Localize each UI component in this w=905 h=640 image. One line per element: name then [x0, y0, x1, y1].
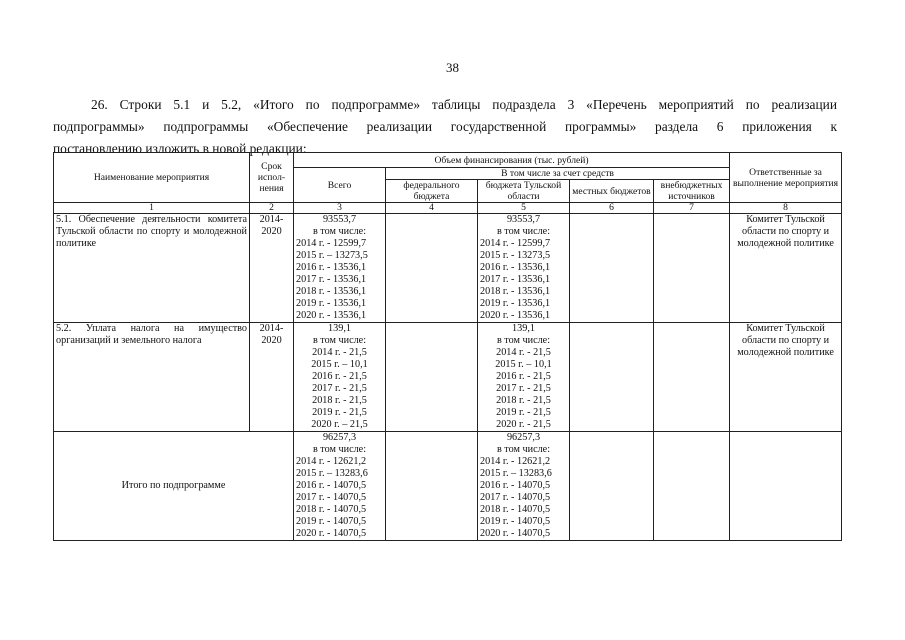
header-term: Срок испол-нения: [250, 153, 294, 203]
table-row-total: [54, 432, 842, 541]
local-amounts: [570, 432, 654, 541]
table-row: [54, 323, 842, 432]
header-total: Всего: [294, 168, 386, 203]
activity-term: 2014- 2020: [250, 323, 294, 432]
extra-amounts: [654, 323, 730, 432]
page-number: 38: [446, 60, 459, 75]
federal-amounts: [386, 432, 478, 541]
intro-line-3: постановлению изложить в новой редакции:: [53, 141, 307, 156]
responsible-executor: Комитет Тульской области по спорту и молодежной политике: [730, 323, 842, 432]
header-extra: внебюджетных источников: [654, 180, 730, 203]
header-local: местных бюджетов: [570, 180, 654, 203]
activity-name: 5.2. Уплата налога на имущество организаций и земельного налога: [54, 323, 250, 432]
col-number: 4: [386, 203, 478, 214]
intro-line-2: подпрограммы» подпрограммы «Обеспечение реализации государственной программы» раздела 6 приложения к: [53, 119, 837, 134]
local-amounts: [570, 323, 654, 432]
col-number: 6: [570, 203, 654, 214]
regional-amounts: 139,1 в том числе: 2014 г. - 21,5 2015 г. – 10,1 2016 г. - 21,5 2017 г. - 21,5 2018 г. - 21,5 2019 г. - 21,5 2020 г. - 21,5: [478, 323, 570, 432]
federal-amounts: [386, 214, 478, 323]
header-regional: бюджета Тульской области: [478, 180, 570, 203]
activity-name: 5.1. Обеспечение деятельности комитета Тульской области по спорту и молодежной политике: [54, 214, 250, 323]
total-amounts: 93553,7 в том числе: 2014 г. - 12599,7 2015 г. – 13273,5 2016 г. - 13536,1 2017 г. - 13536,1 2018 г. - 13536,1 2019 г. - 13536,1 2020 г. - 13536,1: [294, 214, 386, 323]
total-amounts: 139,1 в том числе: 2014 г. - 21,5 2015 г. – 10,1 2016 г. - 21,5 2017 г. - 21,5 2018 г. - 21,5 2019 г. - 21,5 2020 г. – 21,5: [294, 323, 386, 432]
header-including: В том числе за счет средств: [386, 168, 730, 180]
col-number: 5: [478, 203, 570, 214]
col-number: 1: [54, 203, 250, 214]
col-number: 2: [250, 203, 294, 214]
col-number: 7: [654, 203, 730, 214]
col-number: 8: [730, 203, 842, 214]
activity-term: 2014- 2020: [250, 214, 294, 323]
extra-amounts: [654, 432, 730, 541]
header-funding: Объем финансирования (тыс. рублей): [294, 153, 730, 168]
column-numbers-row: [54, 203, 842, 214]
header-federal: федерального бюджета: [386, 180, 478, 203]
regional-amounts: 93553,7 в том числе: 2014 г. - 12599,7 2015 г. - 13273,5 2016 г. - 13536,1 2017 г. - 13536,1 2018 г. - 13536,1 2019 г. - 13536,1 2020 г. - 13536,1: [478, 214, 570, 323]
extra-amounts: [654, 214, 730, 323]
federal-amounts: [386, 323, 478, 432]
activities-table: [53, 152, 842, 541]
total-label: Итого по подпрограмме: [54, 432, 294, 541]
responsible-executor: [730, 432, 842, 541]
col-number: 3: [294, 203, 386, 214]
header-name: Наименование мероприятия: [54, 153, 250, 203]
table-row: [54, 214, 842, 323]
total-amounts: 96257,3 в том числе: 2014 г. - 12621,2 2015 г. – 13283,6 2016 г. - 14070,5 2017 г. - 14070,5 2018 г. - 14070,5 2019 г. - 14070,5 2020 г. - 14070,5: [294, 432, 386, 541]
regional-amounts: 96257,3 в том числе: 2014 г. - 12621,2 2015 г. – 13283,6 2016 г. - 14070,5 2017 г. - 14070,5 2018 г. - 14070,5 2019 г. - 14070,5 2020 г. - 14070,5: [478, 432, 570, 541]
intro-line-1: 26. Строки 5.1 и 5.2, «Итого по подпрограмме» таблицы подраздела 3 «Перечень мероприятий по реализации: [91, 97, 837, 112]
local-amounts: [570, 214, 654, 323]
header-responsible: Ответственные за выполнение мероприятия: [730, 153, 842, 203]
responsible-executor: Комитет Тульской области по спорту и молодежной политике: [730, 214, 842, 323]
intro-paragraph: [53, 94, 837, 160]
